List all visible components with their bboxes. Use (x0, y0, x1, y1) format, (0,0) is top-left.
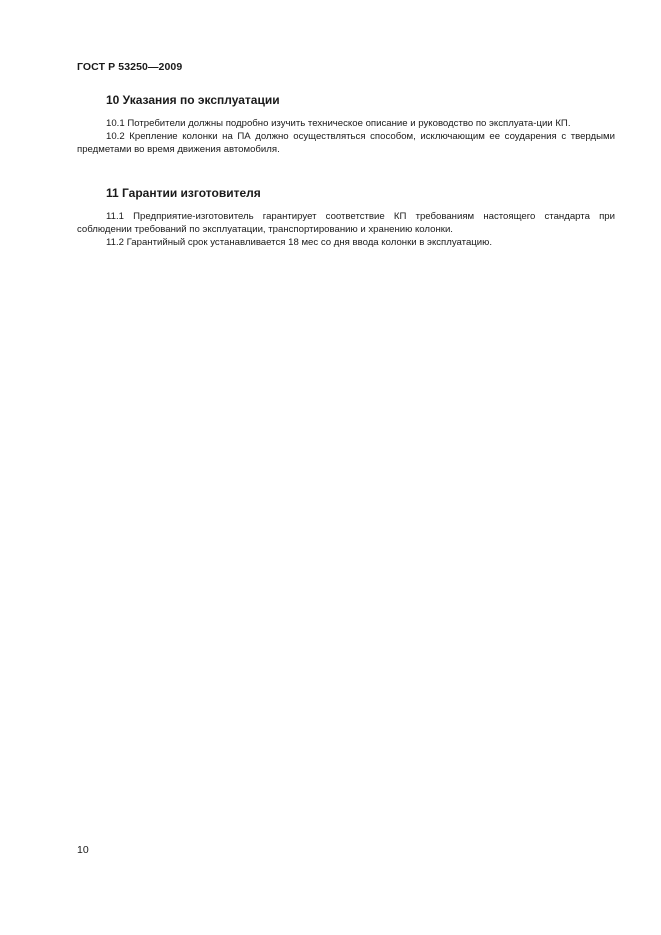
paragraph-11-2: 11.2 Гарантийный срок устанавливается 18 мес со дня ввода колонки в эксплуатацию. (106, 237, 493, 249)
section-title: 10 Указания по эксплуатации (106, 93, 280, 107)
section-title: 11 Гарантии изготовителя (106, 186, 261, 200)
standard-code-header: ГОСТ Р 53250—2009 (77, 61, 183, 73)
page-number: 10 (77, 844, 89, 856)
section-operating-instructions (77, 93, 615, 157)
paragraph-10-2: 10.2 Крепление колонки на ПА должно осуществляться способом, исключающим ее соударения с твердыми предметами во время движения автомобиля. (77, 131, 615, 156)
paragraph-11-1: 11.1 Предприятие-изготовитель гарантирует соответствие КП требованиям настоящего стандарта при соблюдении требований по эксплуатации, транспортированию и хранению колонки. (77, 211, 615, 236)
section-manufacturer-warranty (77, 186, 615, 250)
paragraph-10-1: 10.1 Потребители должны подробно изучить техническое описание и руководство по эксплуата-ции КП. (106, 118, 571, 129)
